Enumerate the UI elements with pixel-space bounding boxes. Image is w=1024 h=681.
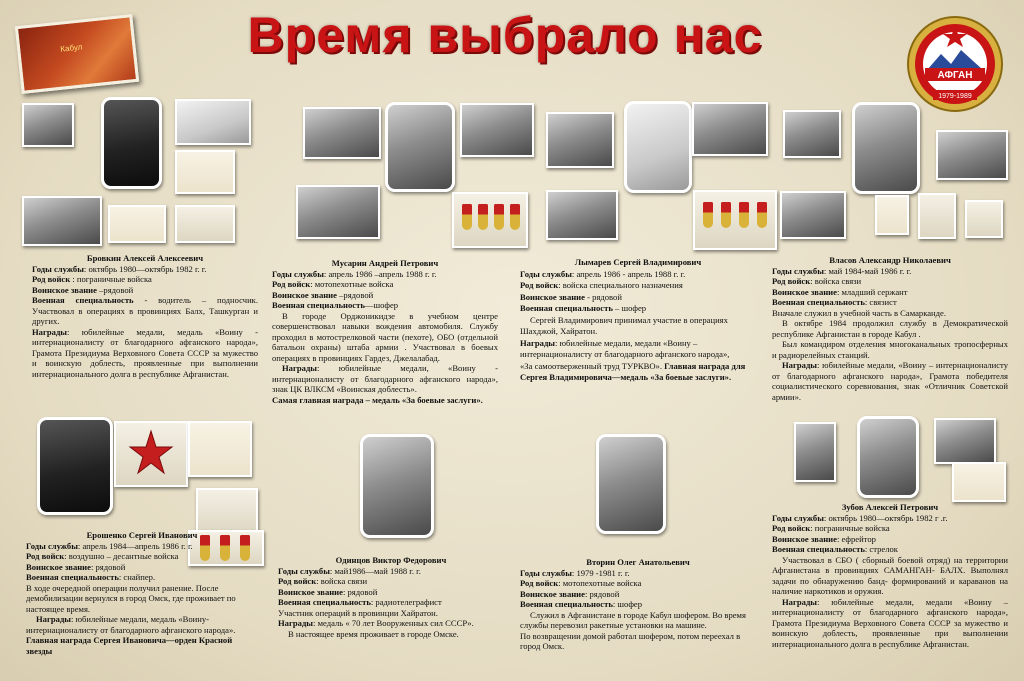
medal-photo (452, 192, 528, 248)
army-photo (296, 185, 380, 239)
person-name: Лымарев Сергей Владимирович (574, 257, 702, 267)
document-photo (196, 488, 258, 536)
portrait-photo (360, 434, 434, 538)
bio-lymarev: Лымарев Сергей Владимирович Годы службы: апрель 1986 - апрель 1988 г. г. Род войск: войска специального назначения Воинское звание - рядовой Военная специальность – шофер Сергей Владимирович принимал участие в операциях Шахджой, Хайратон. Награды: юбилейные медали, медали «Воину – интернационалисту от благодарного афганского народа», «За самоотверженный труд ТУРКВО». Главная награда для Сергея Владимировича—медаль «За боевые заслуги». (520, 257, 756, 384)
emblem-years: 1979-1989 (938, 93, 972, 100)
portrait-photo (385, 102, 455, 192)
army-photo (934, 418, 996, 464)
bio-odintsov: Одинцов Виктор Федорович Годы службы: май1986—май 1988 г. г. Род войск: войска связи Воинское звание: рядовой Военная специальность: радиотелеграфист Участник операций в провинции Хайратон. Награды: медаль « 70 лет Вооруженных сил СССР». В настоящее время проживает в городе Омске. (278, 555, 504, 639)
red-star-order-photo (114, 421, 188, 487)
document-photo (175, 150, 235, 194)
person-name: Власов Александр Николаевич (829, 255, 951, 265)
medal-photo (693, 190, 777, 250)
portrait-photo (101, 97, 162, 189)
bio-zubov: Зубов Алексей Петрович Годы службы: октябрь 1980—октябрь 1982 г .г. Род войск: пограничные войска Воинское звание: ефрейтор Военная специальность: стрелок Участвовал в СБО ( сборный боевой отряд) на территории Афганистана в провинциях САМАНГАН- БАЛХ. Выполнял задачи по обнаружению банд- формирований и караванов на наличие наркотиков и оружия. Награды: юбилейные медали, медали «Воину – интернационалисту от благодарного афганского народа», Грамота Президиума Верховного Совета СССР за мужество и воинскую доблесть, проявленные при выполнении интернационального долга в республике Афганистан. (772, 502, 1008, 649)
portrait-photo (624, 101, 692, 193)
army-photo (780, 191, 846, 239)
portrait-photo (857, 416, 919, 498)
army-photo (546, 112, 614, 168)
bio-eroshenko: Ерошенко Сергей Иванович Годы службы: апрель 1984—апрель 1986 г. г. Род войск: воздушно – десантные войска Воинское звание: рядовой Военная специальность: снайпер. В ходе очередной операции получил ранение. После демобилизации вернулся в город Омск, где проживает по настоящее время. Награды: юбилейные медали, медаль «Воину-интернационалисту от благодарного афганского народа». Главная награда Сергея Ивановича—орден Красной звезды (26, 530, 258, 656)
person-name: Одинцов Виктор Федорович (335, 555, 447, 565)
red-star-icon (116, 423, 186, 485)
document-photo (952, 462, 1006, 502)
emblem-title: АФГАН (937, 70, 973, 81)
portrait-photo (596, 434, 666, 534)
army-photo (460, 103, 534, 157)
army-photo (22, 196, 102, 246)
army-photo (936, 130, 1008, 180)
army-photo (783, 110, 841, 158)
army-photo (546, 190, 618, 240)
bio-vlasov: Власов Александр Николаевич Годы службы: май 1984-май 1986 г. г. Род войск: войска связи Воинское звание: младший сержант Военная специальность: связист Вначале служил в учебной часть в Самарканде. В октябре 1984 продолжил службу в Демократической республике Афганистан в городе Кабул . Был командиром отделения многоканальных тропосферных и радиорелейных станций. Награды: юбилейные медали, «Воину – интернационалисту от благодарного афганского народа», Грамота победителя социалистического соревнования, знак «Отличник Советской армии». (772, 255, 1008, 402)
army-photo (22, 103, 74, 147)
person-name: Ерошенко Сергей Иванович (86, 530, 198, 540)
document-photo (108, 205, 166, 243)
army-photo (175, 99, 251, 145)
army-photo (692, 102, 768, 156)
medal-photo (965, 200, 1003, 238)
army-photo (303, 107, 381, 159)
bio-vtorin: Вторин Олег Анатольевич Годы службы: 1979 -1981 г. г. Род войск: мотопехотные войска Воинское звание: рядовой Военная специальность: шофер Служил в Афганистане в городе Кабул шофером. Во время службы перевозил ракетные установки на машине. По возвращении домой работал шофером, потом переехал в город Омск. (520, 557, 756, 652)
portrait-photo (37, 417, 113, 515)
portrait-photo (852, 102, 920, 194)
bio-brovkin: Бровкин Алексей Алексеевич Годы службы: октябрь 1980—октябрь 1982 г. г. Род войск : пограничные войска Воинское звание –рядовой Военная специальность - водитель – подносчик. Участвовал в операциях в провинциях Балх, Ташкурган и других. Награды: юбилейные медали, медаль «Воину - интернационалисту от благодарного афганского народа», Грамота Президиума Верховного Совета СССР за мужество и воинскую доблесть, проявленные при выполнении интернационального долга в республике Афганистан. (32, 253, 259, 379)
page-title: Время выбрало нас (247, 7, 763, 63)
afgan-emblem (905, 14, 1005, 114)
army-photo (794, 422, 836, 482)
person-name: Вторин Олег Анатольевич (586, 557, 690, 567)
badge-photo (918, 193, 956, 239)
document-photo (875, 195, 909, 235)
afghanistan-map-photo (15, 14, 139, 94)
map-label: Кабул (59, 42, 83, 54)
person-name: Зубов Алексей Петрович (841, 502, 939, 512)
bio-musarin: Мусарин Андрей Петрович Годы службы: апрель 1986 –апрель 1988 г. г. Род войск: мотопехотные войска Воинское звание –рядовой Военная специальность—шофер В городе Орджоникидзе в учебном центре совершенствовал навыки вождения автомобиля. Службу проходил в мотострелковой части (пехоте), ОБО (отдельной батальон охраны) штаба армии . Участвовал в боевых операциях в провинциях Гардез, Джелалабад. Награды: юбилейные медали, «Воину - интернационалисту от благодарного афганского народа», знак ЦК ВЛКСМ «Воинская доблесть». Самая главная награда – медаль «За боевые заслуги». (272, 258, 498, 405)
person-name: Бровкин Алексей Алексеевич (86, 253, 204, 263)
document-photo (188, 421, 252, 477)
person-name: Мусарин Андрей Петрович (331, 258, 439, 268)
medal-photo (175, 205, 235, 243)
